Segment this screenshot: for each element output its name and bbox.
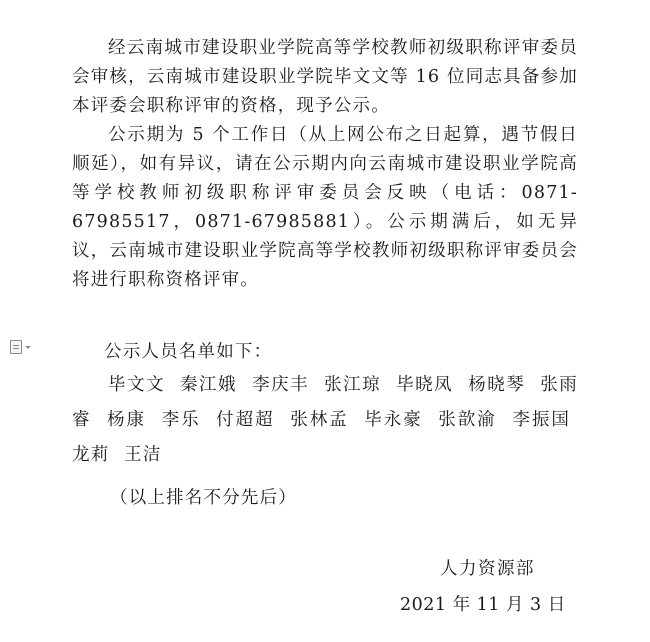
person-name: 李乐 — [161, 410, 201, 430]
person-name: 付超超 — [216, 410, 275, 430]
notice-date: 2021 年 11 月 3 日 — [400, 595, 566, 615]
department-signature: 人力资源部 — [440, 559, 535, 579]
person-name: 秦江娥 — [180, 375, 238, 395]
person-name: 毕永豪 — [364, 410, 423, 430]
order-note: （以上排名不分先后） — [110, 488, 297, 508]
chevron-down-icon — [25, 346, 31, 349]
document-glyph — [10, 340, 22, 354]
person-name: 李振国 — [512, 410, 571, 430]
person-name: 王洁 — [124, 445, 162, 465]
notice-body — [72, 34, 578, 295]
name-list-label: 公示人员名单如下： — [104, 342, 273, 362]
person-name: 毕晓凤 — [396, 375, 454, 395]
person-name: 龙莉 — [72, 445, 110, 465]
person-name: 张江琼 — [324, 375, 382, 395]
person-name: 杨晓琴 — [468, 375, 526, 395]
person-name: 张雨睿 — [72, 375, 578, 430]
person-name: 李庆丰 — [252, 375, 310, 395]
person-name: 张林孟 — [290, 410, 349, 430]
person-name: 毕文文 — [108, 375, 165, 395]
person-name: 杨康 — [107, 410, 147, 430]
document-icon[interactable] — [10, 340, 31, 354]
person-name: 张歆渝 — [438, 410, 497, 430]
notice-paragraph-2: 公示期为 5 个工作日（从上网公布之日起算，遇节假日顺延），如有异议，请在公示期内向云南城市建设职业学院高等学校教师初级职称评审委员会反映（电话：0871-67985517，0871-67985881）。公示期满后，如无异议，云南城市建设职业学院高等学校教师初级职称评审委员会将进行职称资格评审。 — [72, 125, 578, 290]
name-list — [72, 368, 578, 473]
notice-paragraph-1: 经云南城市建设职业学院高等学校教师初级职称评审委员会审核，云南城市建设职业学院毕文文等 16 位同志具备参加本评委会职称评审的资格，现予公示。 — [72, 38, 578, 116]
